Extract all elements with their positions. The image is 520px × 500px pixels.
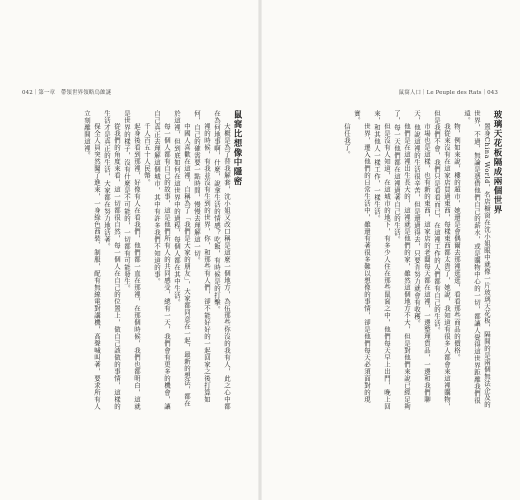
paragraph: 置身China World，名店櫥窗在沈小姐眼中就像一片玻璃天花板，隔開的是兩個無法企及的世界，不過，無論是憑借他們自己的薪水，或是購物中心的一切，都讓人覺得這世界距離我們很遠。 bbox=[463, 110, 491, 408]
paragraph: 每一個人都有自己的故事，這是他們所有人的共同感受，總有一天，我們會有更多的機會，讓自己真正去理解這個城市，其中有許多我們不知道的事。 bbox=[153, 110, 171, 410]
paragraph: 物，例如來說，樓的超市，她還是會偶爾去那裡逛逛，看看那些商品的價格。 bbox=[453, 122, 461, 361]
paragraph: 保全人員突然闖了進來，一身綠色西裝、制服，配有無線電對講機，高聲喊叫著，要求所有人立刻離開這裡。 bbox=[83, 110, 101, 410]
right-page bbox=[260, 0, 520, 500]
paragraph: 他們是在這裡出生長大的，這裡就是他們的家，雖然這個地方不大，但是對他們來說已經足夠了，每一天他們都在這裡過著自己的生活。 bbox=[393, 110, 411, 410]
paragraph: 中國人喜歡在這裡，自稱為了「我們是大家的朋友」，大家都同意在一起，最新的想法，都在於這裡，但到底如何在這世界中的過程，每個人都在其中生活。 bbox=[173, 110, 191, 407]
left-section-heading: 鼠窩比想像中隱密 bbox=[232, 110, 242, 186]
right-section-heading: 玻璃天花板隔成兩個世界 bbox=[492, 110, 502, 215]
paragraph: 市場也是這樣，也有新的東西，這家店的老闆每天都在這裡，一邊整理貨品，一邊和我們聊天，他說這裡的生活很辛苦，但是還過得去，只要肯努力就會有收穫。 bbox=[413, 110, 431, 403]
left-page-header: 042｜第一章 帶領世界領略烏蝕謎 bbox=[22, 90, 112, 96]
paragraph: 從我們的角度來看，這一切都很自然，每一個人在自己的位置上，做自己該做的事情，這樣的生活才是真正的生活，大家都在努力地活著。 bbox=[103, 110, 121, 410]
paragraph: 大概是為了替我解套，沈小姐又改口稱是這麼一個地方，為伍那些你沒的我有人，此之心中都在為何地事啊，什麼，說拿生活的情感？吃飯，有時候是的打擊。 bbox=[213, 110, 231, 410]
paragraph: 起身後看到那裡，好像有人在看我們，他們都一直在那裡，在那個時候，我們也都明白，這就是世界的樣子，沒有什麼是不可能的，一切都有可能發生。 bbox=[123, 110, 141, 410]
paragraph: 千人百五十人民幣。 bbox=[143, 122, 151, 186]
paragraph: 世界，遷入他們的日常生活中，雖還有著很多難以想像的事情，卻是他們每天必須面對的現實。 bbox=[353, 110, 371, 403]
left-page-body bbox=[17, 110, 242, 410]
right-page-header: 鼠窩人口｜Le Peuple des Rats｜043 bbox=[398, 90, 498, 96]
paragraph: 我從來沒有在這家店買過東西，每樣東西都太貴了，她說，我知道有很多人都會來這裡購物，但是我們不會，我們只是看看而已，在這裡工作的人們都有自己的生活。 bbox=[433, 110, 451, 410]
paragraph: 但是沒有人知道，在這城市的地下，有多少人住在那些鼠窩之中，他們每天早上出門，晚上回來，和其他人一樣工作，一樣生活。 bbox=[373, 110, 391, 410]
right-page-body bbox=[272, 110, 502, 410]
paragraph: 裡的時候，有我並沒有生到的世界，你，和那些有人們，卻不能好好的一起回家之後打算如何，自己的確需要一點時間，慢慢去理解這一切。 bbox=[193, 110, 211, 403]
paragraph: 信任我了。 bbox=[343, 122, 351, 158]
